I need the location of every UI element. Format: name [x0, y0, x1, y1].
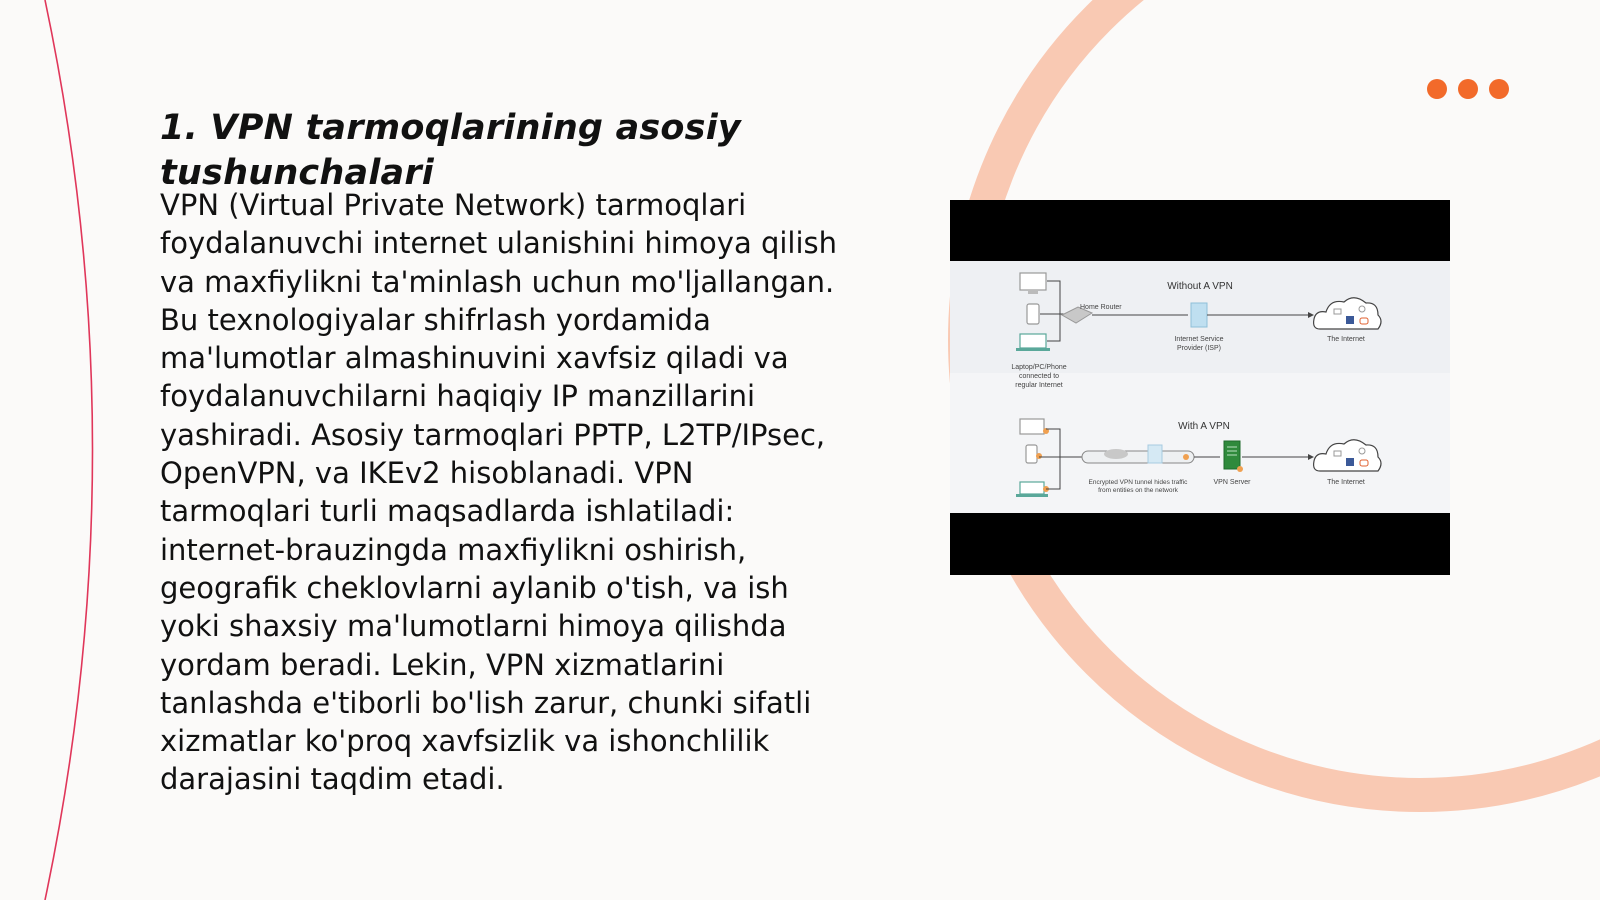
dot-1: [1427, 79, 1447, 99]
with-vpn-title: With A VPN: [1178, 421, 1230, 432]
slide-title: 1. VPN tarmoqlarining asosiy tushunchalari: [160, 108, 741, 193]
internet-label-top: The Internet: [1327, 336, 1365, 343]
isp-label-line1: Internet Service: [1174, 336, 1224, 343]
tunnel-label-line1: Encrypted VPN tunnel hides traffic: [1088, 479, 1188, 486]
laptop-icon: [1020, 334, 1046, 348]
phone-icon-bottom: [1026, 445, 1037, 463]
laptop-icon-bottom: [1020, 482, 1044, 494]
vpn-diagram: [950, 261, 1450, 513]
devices-label-line2: connected to: [1018, 373, 1060, 380]
tunnel-label-line2: from entities on the network: [1098, 487, 1178, 494]
slide-body-text: VPN (Virtual Private Network) tarmoqlari foydalanuvchi internet ulanishini himoya qilish va maxfiylikni ta'minlash uchun mo'ljallangan. Bu texnologiyalar shifrlash yordamida ma'lumotlar almashinuvini xavfsiz qiladi va foydalanuvchilarni haqiqiy IP manzillarini yashiradi. Asosiy tarmoqlari PPTP, L2TP/IPsec, OpenVPN, va IKEv2 hisoblanadi. VPN tarmoqlari turli maqsadlarda ishlatiladi: internet-brauzingda maxfiylikni oshirish, geografik cheklovlarni aylanib o'tish, va ish yoki shaxsiy ma'lumotlarni himoya qilishda yordam beradi. Lekin, VPN xizmatlarini tanlashda e'tiborli bo'lish zarur, chunki sifatli xizmatlar ko'proq xavfsizlik va ishonchlilik darajasini taqdim etadi.: [160, 188, 838, 797]
dot-2: [1458, 79, 1478, 99]
isp-icon: [1191, 303, 1207, 327]
vpn-server-label: VPN Server: [1213, 479, 1251, 486]
dot-3: [1489, 79, 1509, 99]
without-vpn-title: Without A VPN: [1167, 281, 1233, 292]
devices-label-line1: Laptop/PC/Phone: [1011, 364, 1067, 371]
pc-icon: [1020, 273, 1046, 290]
phone-icon: [1027, 304, 1039, 324]
isp-label-line2: Provider (ISP): [1177, 345, 1221, 352]
decorative-dots: [1427, 79, 1509, 99]
devices-label-line3: regular Internet: [1015, 382, 1063, 389]
pc-icon-bottom: [1020, 419, 1044, 434]
left-accent-line: [45, 0, 93, 900]
home-router-label: Home Router: [1080, 304, 1122, 311]
vpn-tunnel: [1082, 451, 1194, 463]
internet-label-bottom: The Internet: [1327, 479, 1365, 486]
vpn-diagram-image: [950, 200, 1450, 575]
